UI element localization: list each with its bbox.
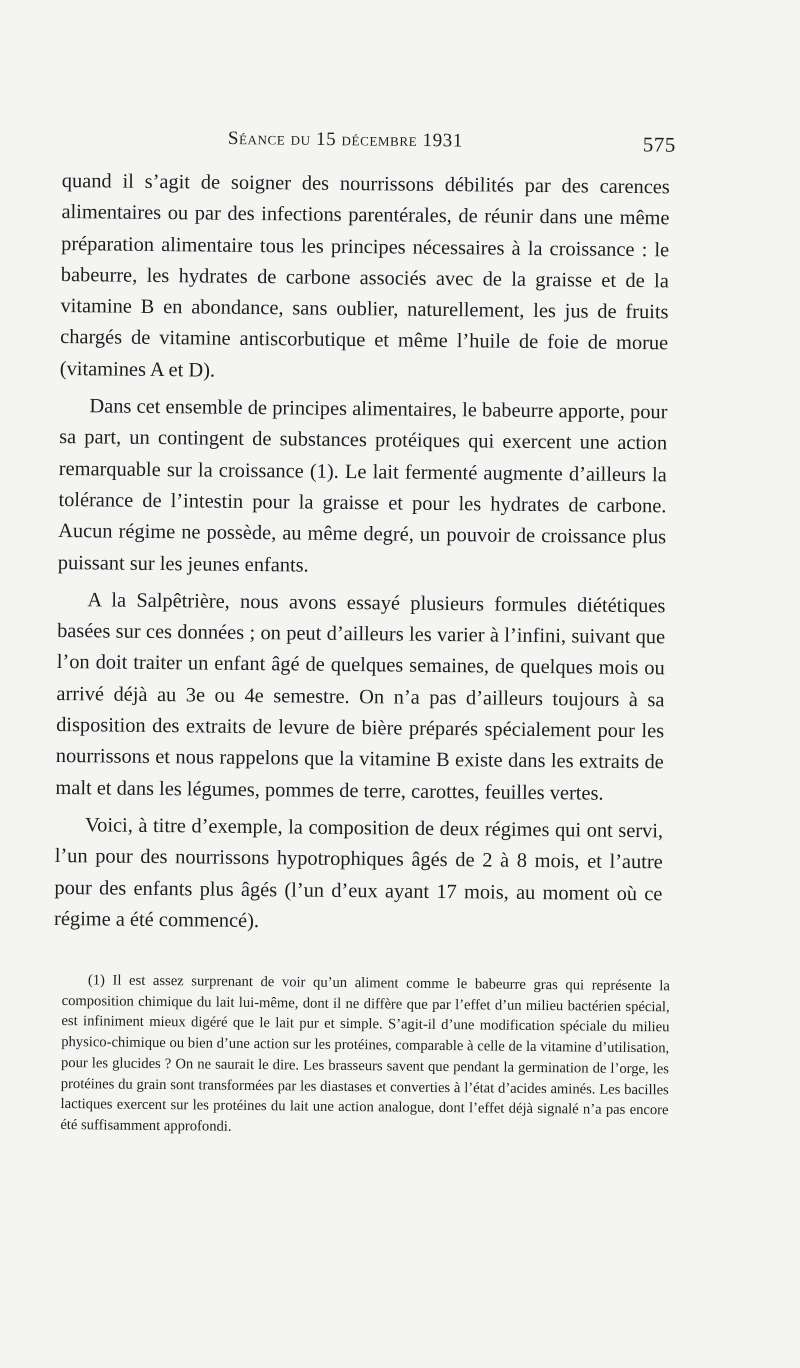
main-text: [54, 166, 670, 947]
footnote: [60, 970, 670, 1142]
paragraph-3: A la Salpêtrière, nous avons essayé plusieurs formules diététiques basées sur ces données ; on peut d’ailleurs les varier à l’infini, suivant que l’on doit traiter un enfant âgé de quelques semaines, de quelques mois ou arrivé déjà au 3e ou 4e semestre. On n’a pas d’ailleurs toujours à sa disposition des extraits de levure de bière préparés spécialement pour les nourrissons et nous rappelons que la vitamine B existe dans les extraits de malt et dans les légumes, pommes de terre, carottes, feuilles vertes.: [55, 589, 666, 805]
running-head: Séance du 15 décembre 1931: [227, 128, 464, 152]
paragraph-4: Voici, à titre d’exemple, la composition de deux régimes qui ont servi, l’un pour des nourrissons hypotrophiques âgés de 2 à 8 mois, et l’autre pour des enfants plus âgés (l’un d’eux ayant 17 mois, au moment où ce régime a été commencé).: [54, 814, 664, 932]
footnote-text: (1) Il est assez surprenant de voir qu’un aliment comme le babeurre gras qui représente la composition chimique du lait lui-même, dont il ne diffère que par l’effet d’un milieu bactérien spécial, est infiniment mieux digéré que le lait pur et simple. S’agit-il d’une modification spéciale du milieu physico-chimique ou bien d’une action sur les protéines, comparable à celle de la vitamine d’utilisation, pour les glucides ? On ne saurait le dire. Les brasseurs savent que pendant la germination de l’orge, les protéines du grain sont transformées par les diastases et converties à l’état d’acides aminés. Les bacilles lactiques exercent sur les protéines du lait une action analogue, dont l’effet déjà signalé n’a pas encore été suffisamment approfondi.: [60, 972, 670, 1135]
page-header: [228, 128, 676, 167]
paragraph-1: quand il s’agit de soigner des nourrissons débilités par des carences alimentaires ou par des infections parentérales, de réunir dans une même préparation alimentaire tous les principes nécessaires à la croissance : le babeurre, les hydrates de carbone associés avec de la graisse et de la vitamine B en abondance, sans oublier, naturellement, les jus de fruits chargés de vitamine antiscorbutique et même l’huile de foie de morue (vitamines A et D).: [59, 169, 670, 382]
page-number: 575: [642, 132, 676, 157]
paragraph-2: Dans cet ensemble de principes alimentaires, le babeurre apporte, pour sa part, un contingent de substances protéiques qui exercent une action remarquable sur la croissance (1). Le lait fermenté augmente d’ailleurs la tolérance de l’intestin pour la graisse et pour les hydrates de carbone. Aucun régime ne possède, au même degré, un pouvoir de croissance plus puissant sur les jeunes enfants.: [57, 395, 668, 577]
